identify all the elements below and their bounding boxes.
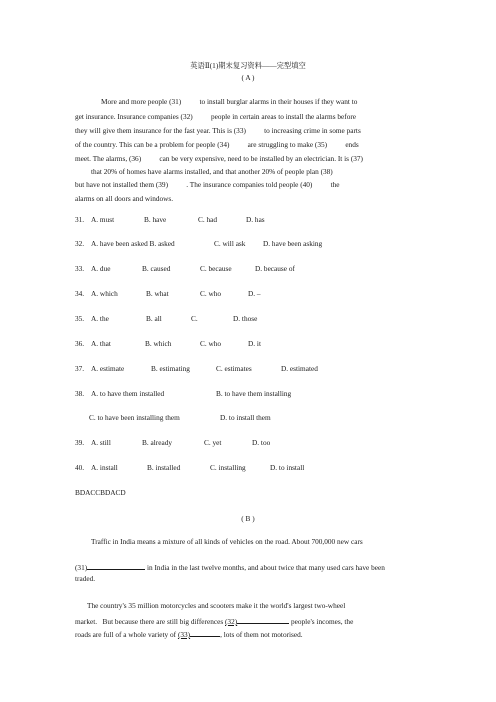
passage-b-line: The country's 35 million motorcycles and scooters make it the world's largest two-wheel [87,601,346,610]
option: D. have been asking [263,239,323,248]
answer-key: BDACCBDACD [75,488,126,497]
option: A. that [91,339,111,348]
option: B. caused [142,264,171,273]
option: D. it [248,339,261,348]
option: D. too [252,438,271,447]
passage-a-line: More and more people (31) to install burglar alarms in their houses if they want to [101,97,358,106]
option: A. due [91,264,111,273]
passage-a-line: they will give them insurance for the fast year. This is (33) to increasing crime in some parts [75,126,361,135]
question-number: 36. [75,339,85,348]
passage-a-line: that 20% of homes have alarms installed, and that another 20% of people plan (38) [91,167,333,176]
blank-line [190,628,220,637]
option: A. must [91,215,115,224]
question-number: 40. [75,463,85,472]
option: B. to have them installing [216,389,292,398]
option: B. estimating [151,364,190,373]
option: A. which [91,289,118,298]
question-number: 35. [75,314,85,323]
passage-a-line: of the country. This can be a problem for people (34) are struggling to make (35) ends [75,140,359,149]
option: D. those [233,314,258,323]
passage-a-line: meet. The alarms, (36) can be very expensive, need to be installed by an electrician. It is (37) [75,154,363,163]
question-number: 38. [75,389,85,398]
passage-a-line: but have not installed them (39) . The insurance companies told people (40) the [75,180,340,189]
option: C. had [198,215,218,224]
option: C. to have been installing them [89,413,180,422]
passage-a-line: get insurance. Insurance companies (32) people in certain areas to install the alarms before [75,112,357,121]
option: D. because of [255,264,295,273]
section-a-heading: ( A ) [241,73,255,82]
passage-b-line: Traffic in India means a mixture of all kinds of vehicles on the road. About 700,000 new cars [91,537,363,546]
option: B. installed [147,463,181,472]
option: A. still [91,438,111,447]
passage-b-line: roads are full of a whole variety of (33) , lots of them not motorised. [75,630,303,639]
question-number: 31. [75,215,85,224]
section-b-heading: ( B ) [241,514,255,523]
blank-31: (31) [75,563,88,572]
option: C. who [200,289,222,298]
option: B. have [144,215,167,224]
option: C. estimates [216,364,252,373]
option: D. estimated [281,364,318,373]
option: C. because [200,264,232,273]
option: A. estimate [91,364,125,373]
option: C. installing [210,463,246,472]
blank-32: (32) [225,617,238,626]
option: A. have been asked B. asked [91,239,175,248]
option: C. will ask [214,239,246,248]
question-number: 39. [75,438,85,447]
option: B. already [142,438,172,447]
passage-a-line: alarms on all doors and windows. [75,194,174,203]
option: B. all [146,314,162,323]
option: A. to have them installed [91,389,165,398]
option: B. what [146,289,169,298]
passage-b-line: (31) in India in the last twelve months, and about twice that many used cars have been [75,563,385,572]
question-number: 32. [75,239,85,248]
option: D. has [246,215,265,224]
option: B. which [145,339,172,348]
option: D. – [248,289,261,298]
passage-b-line: traded. [75,574,96,583]
option: C. [191,314,198,323]
option: D. to install [270,463,305,472]
page-title: 英语Ⅱ(1)期末复习资料——完型填空 [190,61,306,70]
option: C. who [200,339,222,348]
option: C. yet [204,438,222,447]
blank-33: (33) [177,630,191,639]
passage-b-line: market. But because there are still big differences (32) people's incomes, the [75,617,354,626]
question-number: 33. [75,264,85,273]
blank-line [237,615,289,624]
question-number: 37. [75,364,85,373]
blank-line [87,561,145,570]
question-number: 34. [75,289,85,298]
option: A. the [91,314,109,323]
option: A. install [91,463,118,472]
option: D. to install them [220,413,271,422]
